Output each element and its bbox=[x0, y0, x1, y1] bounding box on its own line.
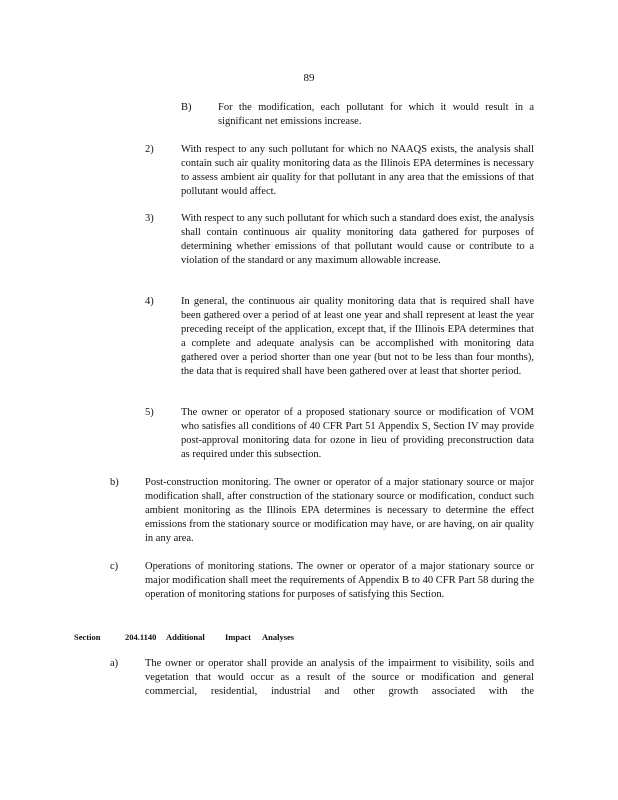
section-label: Section bbox=[74, 632, 101, 642]
item-label: 5) bbox=[145, 407, 154, 418]
item-text: With respect to any such pollutant for which such a standard does exist, the analysis shall contain continuous air quality monitoring data gathered for purposes of determining whether emissions of that pollutant would cause or contribute to a violation of the standard or any maximum allowable increase. bbox=[181, 213, 534, 266]
page-number: 89 bbox=[303, 72, 315, 84]
item-text: With respect to any such pollutant for which no NAAQS exists, the analysis shall contain such air quality monitoring data as the Illinois EPA determines is necessary to assess ambient air quality for that pollutant in any area that the emissions of that pollutant would affect. bbox=[181, 144, 534, 197]
section-title-word: Impact bbox=[225, 632, 251, 642]
item-text: The owner or operator of a proposed stationary source or modification of VOM who satisfies all conditions of 40 CFR Part 51 Appendix S, Section IV may provide post-approval monitoring data for ozone in lieu of providing preconstruction data as required under this subsection. bbox=[181, 407, 534, 460]
item-label: 3) bbox=[145, 213, 154, 224]
item-label: 2) bbox=[145, 144, 154, 155]
item-text: In general, the continuous air quality monitoring data that is required shall have been gathered over a period of at least one year and shall represent at least the year preceding receipt of the application, except that, if the Illinois EPA determines that a complete and adequate analysis can be accomplished with monitoring data gathered over a period shorter than one year (but not to be less than four months), the data that is required shall have been gathered over at least that shorter period. bbox=[181, 296, 534, 377]
item-label: b) bbox=[110, 477, 119, 488]
section-number: 204.1140 bbox=[125, 632, 157, 642]
item-text: For the modification, each pollutant for which it would result in a significant net emissions increase. bbox=[218, 102, 534, 127]
item-label: 4) bbox=[145, 296, 154, 307]
section-title-word: Analyses bbox=[262, 632, 295, 642]
item-label: a) bbox=[110, 658, 119, 669]
item-text: Post-construction monitoring. The owner or operator of a major stationary source or major modification shall, after construction of the stationary source or modification, conduct such ambient monitoring as the Illinois EPA determines is necessary to determine the effect emissions from the stationary source or modification may have, or are having, on air quality in any area. bbox=[145, 477, 534, 544]
item-label: B) bbox=[181, 102, 192, 113]
item-text: Operations of monitoring stations. The owner or operator of a major stationary source or major modification shall meet the requirements of Appendix B to 40 CFR Part 58 during the operation of monitoring stations for purposes of satisfying this Section. bbox=[145, 561, 534, 600]
item-label: c) bbox=[110, 561, 119, 572]
section-title-word: Additional bbox=[166, 632, 205, 642]
item-text: The owner or operator shall provide an analysis of the impairment to visibility, soils and vegetation that would occur as a result of the source or modification and general commercial, residential, industrial and other growth associated with the bbox=[145, 658, 534, 697]
